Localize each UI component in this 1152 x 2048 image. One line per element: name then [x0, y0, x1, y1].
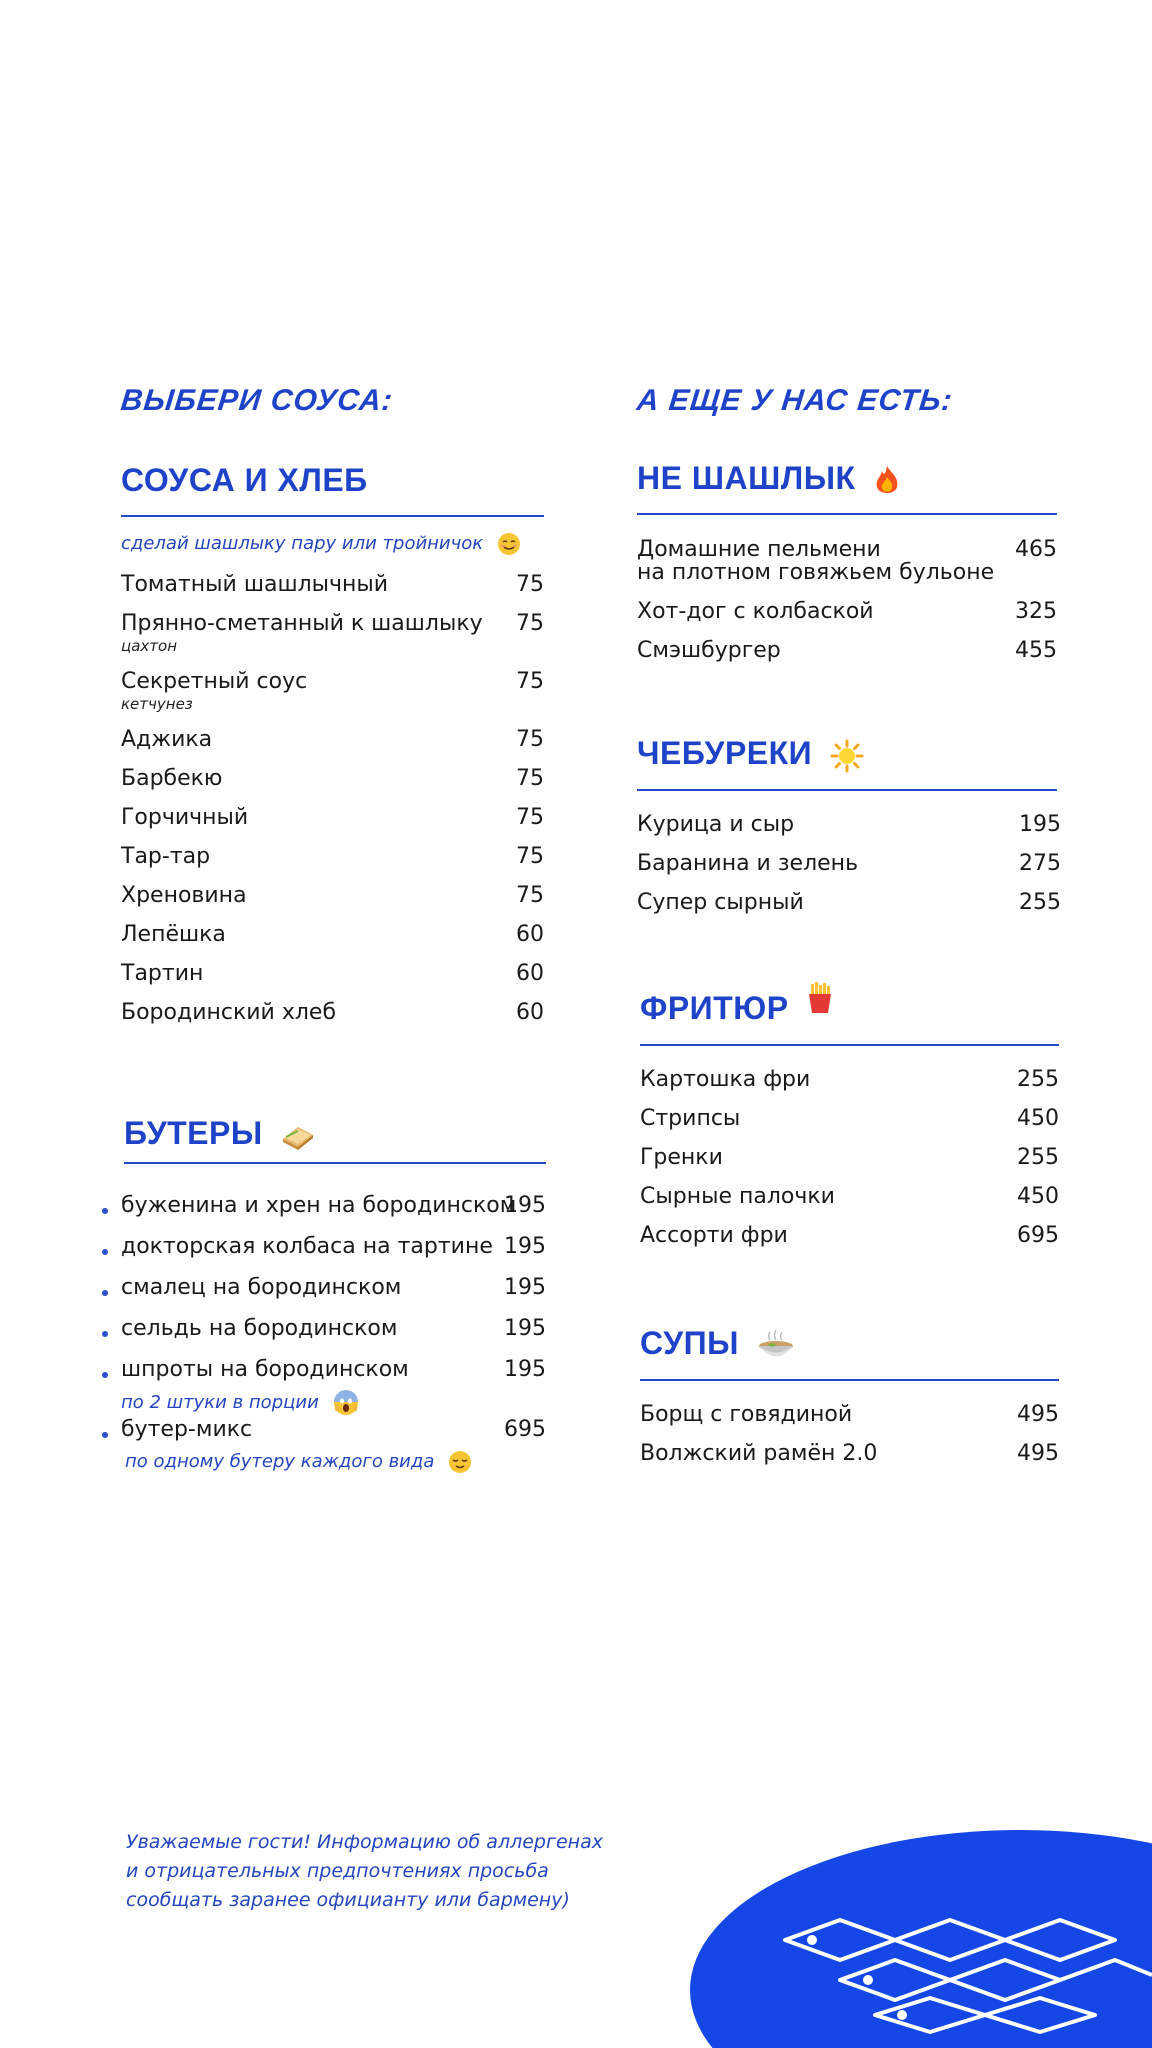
- smile-emoji-icon: [497, 532, 521, 556]
- right-column-header: А ЕЩЕ У НАС ЕСТЬ:: [635, 384, 955, 417]
- bullet-icon: [102, 1372, 108, 1378]
- item-price: 695: [1017, 1223, 1059, 1248]
- item-price: 255: [1017, 1145, 1059, 1170]
- item-price: 60: [516, 961, 544, 986]
- left-column-header: ВЫБЕРИ СОУСА:: [119, 384, 395, 417]
- fries-emoji-icon: [806, 982, 834, 1014]
- allergen-note: [126, 1828, 603, 1915]
- list-item: шпроты на бородинском: [121, 1357, 409, 1382]
- buters-section-title: [124, 1115, 316, 1152]
- not-shashlik-divider: [637, 513, 1057, 515]
- fritur-divider: [640, 1044, 1059, 1046]
- list-item: Хреновина: [121, 883, 247, 908]
- relieved-emoji-icon: [448, 1450, 472, 1474]
- list-item: Секретный соус: [121, 669, 308, 694]
- list-item-line2: на плотном говяжьем бульоне: [637, 560, 995, 585]
- list-item: Барбекю: [121, 766, 223, 791]
- item-price: 75: [516, 844, 544, 869]
- list-item: буженина и хрен на бородинском: [121, 1193, 517, 1218]
- chebureki-title-text: ЧЕБУРЕКИ: [637, 735, 813, 771]
- list-item: Волжский рамён 2.0: [640, 1441, 878, 1466]
- list-item: Прянно-сметанный к шашлыку: [121, 611, 483, 636]
- list-item: Стрипсы: [640, 1106, 741, 1131]
- bullet-icon: [102, 1432, 108, 1438]
- item-subtitle: кетчунез: [121, 695, 193, 713]
- list-item: бутер-микс: [121, 1417, 253, 1442]
- item-price: 75: [516, 805, 544, 830]
- list-item: Картошка фри: [640, 1067, 811, 1092]
- item-price: 195: [504, 1275, 546, 1300]
- list-item: Ассорти фри: [640, 1223, 788, 1248]
- sauces-note: [121, 532, 521, 556]
- decorative-blob: [640, 1820, 1152, 2048]
- item-price: 255: [1017, 1067, 1059, 1092]
- list-item: Курица и сыр: [637, 812, 795, 837]
- bullet-icon: [102, 1290, 108, 1296]
- buters-portion-note: [121, 1390, 359, 1416]
- list-item: сельдь на бородинском: [121, 1316, 398, 1341]
- sauces-divider: [121, 515, 544, 517]
- list-item: докторская колбаса на тартине: [121, 1234, 493, 1259]
- sun-emoji-icon: [830, 739, 864, 773]
- not-shashlik-section-title: [637, 460, 901, 497]
- list-item: Домашние пельмени: [637, 537, 881, 562]
- item-price: 75: [516, 669, 544, 694]
- allergen-note-line1: Уважаемые гости! Информацию об аллергенах: [126, 1831, 603, 1853]
- item-price: 450: [1017, 1106, 1059, 1131]
- mix-note-text: по одному бутеру каждого вида: [125, 1451, 435, 1472]
- list-item: Гренки: [640, 1145, 723, 1170]
- item-price: 195: [504, 1234, 546, 1259]
- allergen-note-line2: и отрицательных предпочтениях просьба: [126, 1860, 549, 1882]
- item-price: 75: [516, 766, 544, 791]
- item-price: 495: [1017, 1441, 1059, 1466]
- list-item: Лепёшка: [121, 922, 226, 947]
- soups-divider: [640, 1379, 1059, 1381]
- bullet-icon: [102, 1208, 108, 1214]
- sandwich-emoji-icon: [280, 1121, 316, 1151]
- soups-section-title: [640, 1325, 796, 1363]
- list-item: Бородинский хлеб: [121, 1000, 337, 1025]
- item-price: 695: [504, 1417, 546, 1442]
- item-price: 195: [1019, 812, 1061, 837]
- list-item: Аджика: [121, 727, 213, 752]
- item-price: 60: [516, 1000, 544, 1025]
- bullet-icon: [102, 1331, 108, 1337]
- soup-bowl-emoji-icon: [756, 1329, 796, 1363]
- scream-emoji-icon: [333, 1390, 359, 1416]
- list-item: Смэшбургер: [637, 638, 781, 663]
- item-price: 75: [516, 572, 544, 597]
- list-item: Тар-тар: [121, 844, 211, 869]
- fire-emoji-icon: [873, 465, 901, 497]
- buters-mix-note: [125, 1450, 472, 1474]
- item-subtitle: цахтон: [121, 637, 178, 655]
- item-price: 455: [1015, 638, 1057, 663]
- fritur-title-text: ФРИТЮР: [640, 990, 789, 1026]
- item-price: 195: [504, 1316, 546, 1341]
- item-price: 195: [504, 1193, 546, 1218]
- item-price: 255: [1019, 890, 1061, 915]
- not-shashlik-title-text: НЕ ШАШЛЫК: [637, 460, 856, 496]
- chebureki-divider: [637, 789, 1057, 791]
- chebureki-section-title: [637, 735, 864, 773]
- buters-divider: [124, 1162, 546, 1164]
- sauces-section-title: СОУСА И ХЛЕБ: [121, 462, 368, 498]
- fritur-section-title: [640, 990, 834, 1027]
- item-price: 75: [516, 611, 544, 636]
- list-item: Томатный шашлычный: [121, 572, 389, 597]
- list-item: Баранина и зелень: [637, 851, 859, 876]
- list-item: Тартин: [121, 961, 204, 986]
- item-price: 325: [1015, 599, 1057, 624]
- soups-title-text: СУПЫ: [640, 1325, 739, 1361]
- item-price: 75: [516, 883, 544, 908]
- item-price: 450: [1017, 1184, 1059, 1209]
- portion-note-text: по 2 штуки в порции: [121, 1392, 319, 1413]
- bullet-icon: [102, 1249, 108, 1255]
- item-price: 465: [1015, 537, 1057, 562]
- item-price: 275: [1019, 851, 1061, 876]
- buters-title-text: БУТЕРЫ: [124, 1115, 263, 1151]
- list-item: Борщ с говядиной: [640, 1402, 853, 1427]
- sauces-note-text: сделай шашлыку пару или тройничок: [121, 533, 484, 554]
- list-item: смалец на бородинском: [121, 1275, 402, 1300]
- list-item: Сырные палочки: [640, 1184, 835, 1209]
- item-price: 195: [504, 1357, 546, 1382]
- list-item: Горчичный: [121, 805, 249, 830]
- list-item: Супер сырный: [637, 890, 804, 915]
- list-item: Хот-дог с колбаской: [637, 599, 874, 624]
- item-price: 75: [516, 727, 544, 752]
- item-price: 495: [1017, 1402, 1059, 1427]
- allergen-note-line3: сообщать заранее официанту или бармену): [126, 1889, 570, 1911]
- item-price: 60: [516, 922, 544, 947]
